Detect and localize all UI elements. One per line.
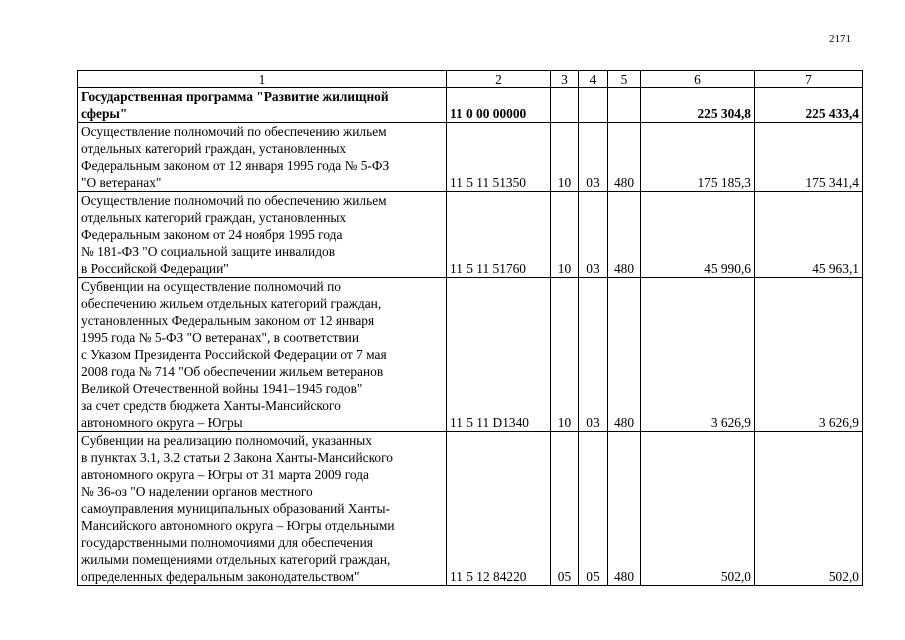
header-col-6: 6: [641, 71, 755, 88]
row-amount-year1: 175 185,3: [641, 123, 755, 192]
table-row: [78, 123, 863, 192]
header-col-5: 5: [608, 71, 641, 88]
header-col-2: 2: [447, 71, 551, 88]
row-amount-year2: 225 433,4: [755, 88, 863, 123]
row-target-code: 11 5 11 51350: [447, 123, 551, 192]
table-row-program: [78, 88, 863, 123]
header-col-3: 3: [551, 71, 579, 88]
row-subsection: 03: [579, 192, 608, 278]
row-expense-type: 480: [608, 432, 641, 586]
header-col-1: 1: [78, 71, 447, 88]
row-amount-year2: 3 626,9: [755, 278, 863, 432]
row-amount-year2: 45 963,1: [755, 192, 863, 278]
row-section: 10: [551, 123, 579, 192]
row-name: Субвенции на осуществление полномочий по обеспечению жильем отдельных категорий граждан, установленных Федеральным законом от 12 января 1995 года № 5-ФЗ "О ветеранах", в соответствии с Указом Президента Российской Федерации от 7 мая 2008 года № 714 "Об обеспечении жильем ветеранов Великой Отечественной войны 1941–1945 годов" за счет средств бюджета Ханты-Мансийского автономного округа – Югры: [78, 278, 447, 432]
row-section: [551, 88, 579, 123]
row-subsection: 05: [579, 432, 608, 586]
row-target-code: 11 5 11 D1340: [447, 278, 551, 432]
row-expense-type: [608, 88, 641, 123]
row-amount-year2: 175 341,4: [755, 123, 863, 192]
row-amount-year2: 502,0: [755, 432, 863, 586]
row-name: Осуществление полномочий по обеспечению жильем отдельных категорий граждан, установленных Федеральным законом от 12 января 1995 года № 5-ФЗ "О ветеранах": [78, 123, 447, 192]
row-target-code: 11 5 11 51760: [447, 192, 551, 278]
table-header-row: [78, 71, 863, 88]
row-amount-year1: 502,0: [641, 432, 755, 586]
row-subsection: [579, 88, 608, 123]
row-section: 10: [551, 278, 579, 432]
row-target-code: 11 0 00 00000: [447, 88, 551, 123]
row-name: Субвенции на реализацию полномочий, указанных в пунктах 3.1, 3.2 статьи 2 Закона Ханты-Мансийского автономного округа – Югры от 31 марта 2009 года № 36-оз "О наделении органов местного самоуправления муниципальных образований Ханты- Мансийского автономного округа – Югры отдельными государственными полномочиями для обеспечения жилыми помещениями отдельных категорий граждан, определенных федеральным законодательством": [78, 432, 447, 586]
row-expense-type: 480: [608, 192, 641, 278]
row-subsection: 03: [579, 123, 608, 192]
header-col-4: 4: [579, 71, 608, 88]
table-row: [78, 432, 863, 586]
row-section: 05: [551, 432, 579, 586]
page-number: 2171: [829, 33, 851, 45]
row-amount-year1: 45 990,6: [641, 192, 755, 278]
row-section: 10: [551, 192, 579, 278]
row-amount-year1: 3 626,9: [641, 278, 755, 432]
row-name: Осуществление полномочий по обеспечению жильем отдельных категорий граждан, установленных Федеральным законом от 24 ноября 1995 года № 181-ФЗ "О социальной защите инвалидов в Российской Федерации": [78, 192, 447, 278]
budget-table: [77, 70, 863, 586]
table-row: [78, 192, 863, 278]
row-subsection: 03: [579, 278, 608, 432]
row-amount-year1: 225 304,8: [641, 88, 755, 123]
row-expense-type: 480: [608, 123, 641, 192]
row-target-code: 11 5 12 84220: [447, 432, 551, 586]
table-row: [78, 278, 863, 432]
header-col-7: 7: [755, 71, 863, 88]
row-expense-type: 480: [608, 278, 641, 432]
row-name: Государственная программа "Развитие жилищной сферы": [78, 88, 447, 123]
